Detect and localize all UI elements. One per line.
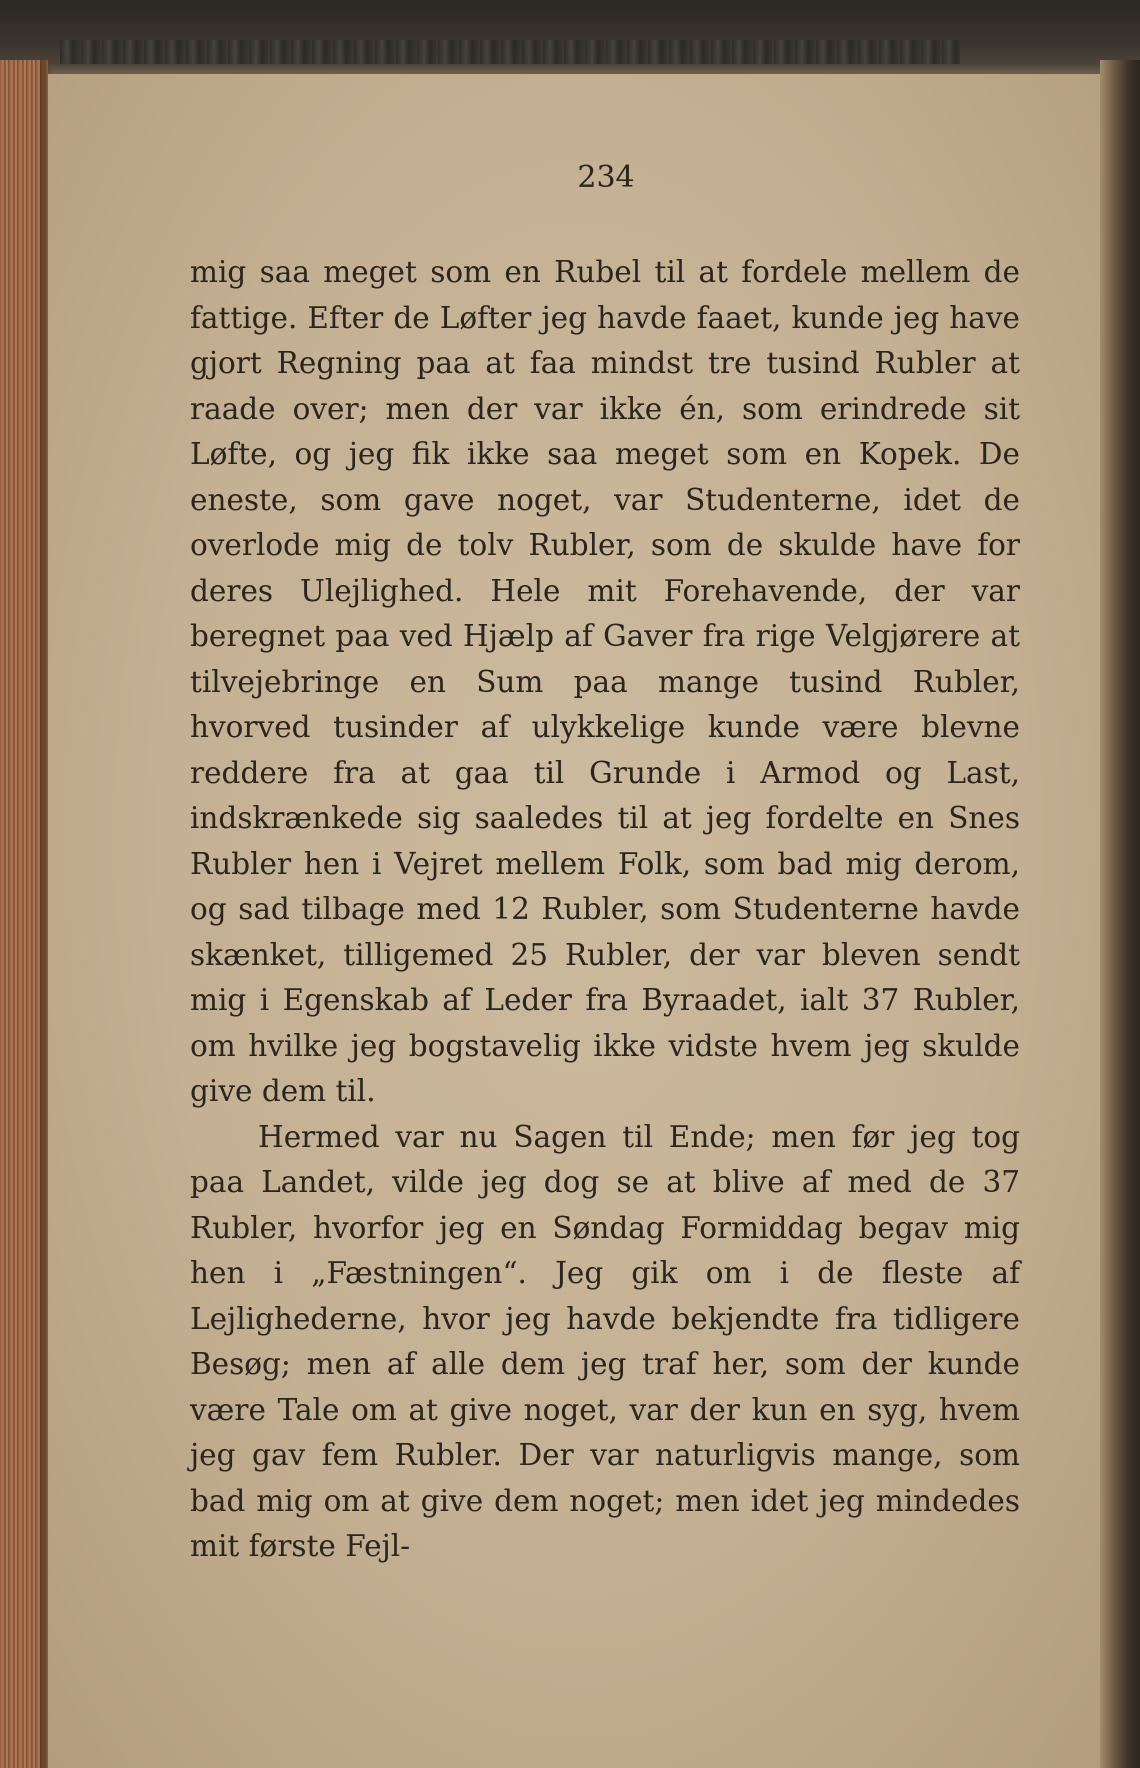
paragraph: Hermed var nu Sagen til Ende; men før jeg tog paa Landet, vilde jeg dog se at blive af med de 37 Rubler, hvorfor jeg en Søndag Formiddag begav mig hen i „Fæstningen“. Jeg gik om i de fleste af Lejlighederne, hvor jeg havde bekjendte fra tidligere Besøg; men af alle dem jeg traf her, som der kunde være Tale om at give noget, var der kun en syg, hvem jeg gav fem Rubler. Der var naturligvis mange, som bad mig om at give dem noget; men idet jeg mindedes mit første Fejl- — [190, 1119, 1020, 1563]
body-text — [190, 250, 1020, 1570]
book-binding-strip — [60, 40, 960, 64]
book-right-edge — [1100, 60, 1140, 1768]
page-number: 234 — [577, 160, 635, 195]
paragraph-continued: mig saa meget som en Rubel til at fordele mellem de fattige. Efter de Løfter jeg havde faaet, kunde jeg have gjort Regning paa at faa mindst tre tusind Rubler at raade over; men der var ikke én, som erindrede sit Løfte, og jeg fik ikke saa meget som en Kopek. De eneste, som gave noget, var Studenterne, idet de overlode mig de tolv Rubler, som de skulde have for deres Ulejlighed. Hele mit Forehavende, der var beregnet paa ved Hjælp af Gaver fra rige Velgjørere at tilvejebringe en Sum paa mange tusind Rubler, hvorved tusinder af ulykkelige kunde være blevne reddere fra at gaa til Grunde i Armod og Last, indskrænkede sig saaledes til at jeg fordelte en Snes Rubler hen i Vejret mellem Folk, som bad mig derom, og sad tilbage med 12 Rubler, som Studenterne havde skænket, tilligemed 25 Rubler, der var bleven sendt mig i Egenskab af Leder fra Byraadet, ialt 37 Rubler, om hvilke jeg bogstavelig ikke vidste hvem jeg skulde give dem til. — [190, 255, 1020, 1108]
